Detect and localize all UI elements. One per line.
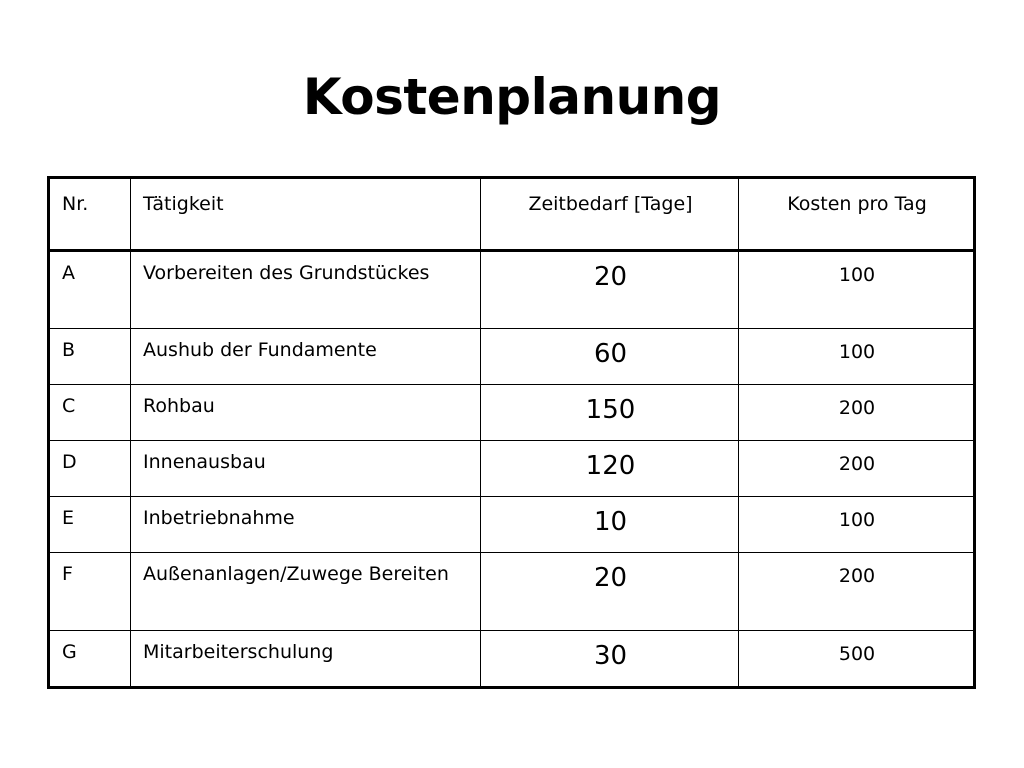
table-row <box>50 497 974 553</box>
cell-task: Mitarbeiterschulung <box>131 631 481 687</box>
cell-time: 10 <box>481 497 739 553</box>
cell-nr: B <box>50 329 131 385</box>
cell-nr: E <box>50 497 131 553</box>
table-row <box>50 553 974 631</box>
cell-task: Innenausbau <box>131 441 481 497</box>
cell-nr: D <box>50 441 131 497</box>
header-task: Tätigkeit <box>131 179 481 251</box>
cell-time: 60 <box>481 329 739 385</box>
cell-time: 120 <box>481 441 739 497</box>
table-row <box>50 631 974 687</box>
table-row <box>50 251 974 329</box>
cell-cost: 100 <box>739 329 974 385</box>
cell-task: Vorbereiten des Grundstückes <box>131 251 481 329</box>
cell-cost: 200 <box>739 385 974 441</box>
cell-nr: C <box>50 385 131 441</box>
cell-nr: G <box>50 631 131 687</box>
cell-nr: A <box>50 251 131 329</box>
cell-time: 20 <box>481 251 739 329</box>
cell-time: 20 <box>481 553 739 631</box>
header-cost: Kosten pro Tag <box>739 179 974 251</box>
table-header-row <box>50 179 974 251</box>
cell-cost: 200 <box>739 441 974 497</box>
cell-task: Inbetriebnahme <box>131 497 481 553</box>
cell-task: Rohbau <box>131 385 481 441</box>
page-title: Kostenplanung <box>302 68 722 126</box>
header-time: Zeitbedarf [Tage] <box>481 179 739 251</box>
cost-table <box>49 178 974 687</box>
cell-cost: 100 <box>739 251 974 329</box>
cell-cost: 200 <box>739 553 974 631</box>
table-row <box>50 329 974 385</box>
cell-task: Aushub der Fundamente <box>131 329 481 385</box>
cell-cost: 100 <box>739 497 974 553</box>
table-row <box>50 385 974 441</box>
cell-time: 30 <box>481 631 739 687</box>
cell-nr: F <box>50 553 131 631</box>
cell-cost: 500 <box>739 631 974 687</box>
table-row <box>50 441 974 497</box>
header-nr: Nr. <box>50 179 131 251</box>
cell-task: Außenanlagen/Zuwege Bereiten <box>131 553 481 631</box>
cell-time: 150 <box>481 385 739 441</box>
